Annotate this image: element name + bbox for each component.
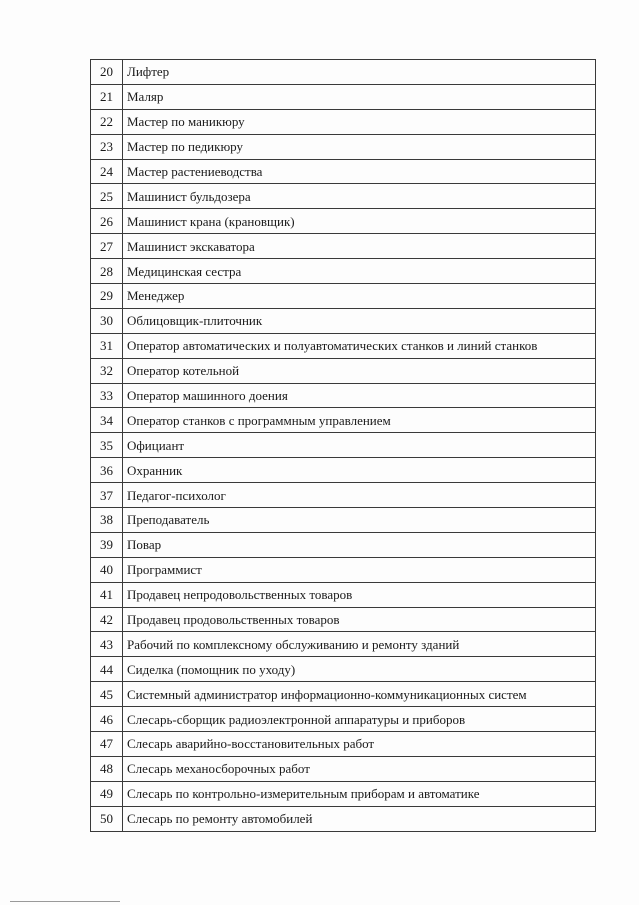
row-number: 47 xyxy=(91,732,123,757)
footer-divider xyxy=(10,901,120,902)
profession-name: Машинист бульдозера xyxy=(123,184,596,209)
profession-name: Мастер по маникюру xyxy=(123,109,596,134)
row-number: 42 xyxy=(91,607,123,632)
row-number: 23 xyxy=(91,134,123,159)
row-number: 49 xyxy=(91,781,123,806)
profession-name: Машинист экскаватора xyxy=(123,234,596,259)
table-row xyxy=(91,383,596,408)
row-number: 21 xyxy=(91,84,123,109)
profession-name: Продавец продовольственных товаров xyxy=(123,607,596,632)
row-number: 43 xyxy=(91,632,123,657)
profession-name: Педагог-психолог xyxy=(123,483,596,508)
profession-name: Медицинская сестра xyxy=(123,259,596,284)
row-number: 25 xyxy=(91,184,123,209)
row-number: 24 xyxy=(91,159,123,184)
row-number: 26 xyxy=(91,209,123,234)
profession-name: Маляр xyxy=(123,84,596,109)
profession-name: Охранник xyxy=(123,458,596,483)
profession-name: Менеджер xyxy=(123,284,596,309)
row-number: 40 xyxy=(91,557,123,582)
row-number: 37 xyxy=(91,483,123,508)
row-number: 29 xyxy=(91,284,123,309)
row-number: 50 xyxy=(91,806,123,831)
row-number: 39 xyxy=(91,532,123,557)
row-number: 22 xyxy=(91,109,123,134)
table-row xyxy=(91,109,596,134)
profession-name: Слесарь-сборщик радиоэлектронной аппаратуры и приборов xyxy=(123,707,596,732)
row-number: 41 xyxy=(91,582,123,607)
table-row xyxy=(91,707,596,732)
table-row xyxy=(91,234,596,259)
profession-name: Оператор машинного доения xyxy=(123,383,596,408)
row-number: 45 xyxy=(91,682,123,707)
profession-name: Официант xyxy=(123,433,596,458)
table-row xyxy=(91,333,596,358)
profession-name: Оператор автоматических и полуавтоматических станков и линий станков xyxy=(123,333,596,358)
profession-name: Оператор котельной xyxy=(123,358,596,383)
table-row xyxy=(91,532,596,557)
table-row xyxy=(91,756,596,781)
row-number: 33 xyxy=(91,383,123,408)
row-number: 20 xyxy=(91,60,123,85)
profession-name: Мастер растениеводства xyxy=(123,159,596,184)
profession-name: Облицовщик-плиточник xyxy=(123,308,596,333)
professions-table-body xyxy=(91,60,596,832)
table-row xyxy=(91,508,596,533)
table-row xyxy=(91,184,596,209)
profession-name: Мастер по педикюру xyxy=(123,134,596,159)
table-row xyxy=(91,60,596,85)
table-row xyxy=(91,657,596,682)
row-number: 38 xyxy=(91,508,123,533)
table-row xyxy=(91,806,596,831)
row-number: 36 xyxy=(91,458,123,483)
row-number: 32 xyxy=(91,358,123,383)
profession-name: Слесарь аварийно-восстановительных работ xyxy=(123,732,596,757)
profession-name: Слесарь по ремонту автомобилей xyxy=(123,806,596,831)
profession-name: Повар xyxy=(123,532,596,557)
row-number: 30 xyxy=(91,308,123,333)
table-row xyxy=(91,483,596,508)
profession-name: Сиделка (помощник по уходу) xyxy=(123,657,596,682)
table-row xyxy=(91,632,596,657)
table-row xyxy=(91,308,596,333)
table-row xyxy=(91,682,596,707)
table-row xyxy=(91,284,596,309)
professions-table xyxy=(90,59,596,832)
profession-name: Преподаватель xyxy=(123,508,596,533)
profession-name: Оператор станков с программным управлением xyxy=(123,408,596,433)
profession-name: Слесарь механосборочных работ xyxy=(123,756,596,781)
row-number: 48 xyxy=(91,756,123,781)
row-number: 34 xyxy=(91,408,123,433)
profession-name: Системный администратор информационно-коммуникационных систем xyxy=(123,682,596,707)
profession-name: Слесарь по контрольно-измерительным приборам и автоматике xyxy=(123,781,596,806)
row-number: 28 xyxy=(91,259,123,284)
table-row xyxy=(91,458,596,483)
table-row xyxy=(91,134,596,159)
profession-name: Программист xyxy=(123,557,596,582)
table-row xyxy=(91,607,596,632)
table-row xyxy=(91,781,596,806)
profession-name: Продавец непродовольственных товаров xyxy=(123,582,596,607)
profession-name: Машинист крана (крановщик) xyxy=(123,209,596,234)
table-row xyxy=(91,358,596,383)
row-number: 44 xyxy=(91,657,123,682)
row-number: 27 xyxy=(91,234,123,259)
table-row xyxy=(91,84,596,109)
row-number: 46 xyxy=(91,707,123,732)
table-row xyxy=(91,582,596,607)
row-number: 35 xyxy=(91,433,123,458)
profession-name: Рабочий по комплексному обслуживанию и ремонту зданий xyxy=(123,632,596,657)
table-row xyxy=(91,259,596,284)
table-row xyxy=(91,557,596,582)
table-row xyxy=(91,433,596,458)
row-number: 31 xyxy=(91,333,123,358)
profession-name: Лифтер xyxy=(123,60,596,85)
table-row xyxy=(91,408,596,433)
table-row xyxy=(91,159,596,184)
table-row xyxy=(91,732,596,757)
table-row xyxy=(91,209,596,234)
